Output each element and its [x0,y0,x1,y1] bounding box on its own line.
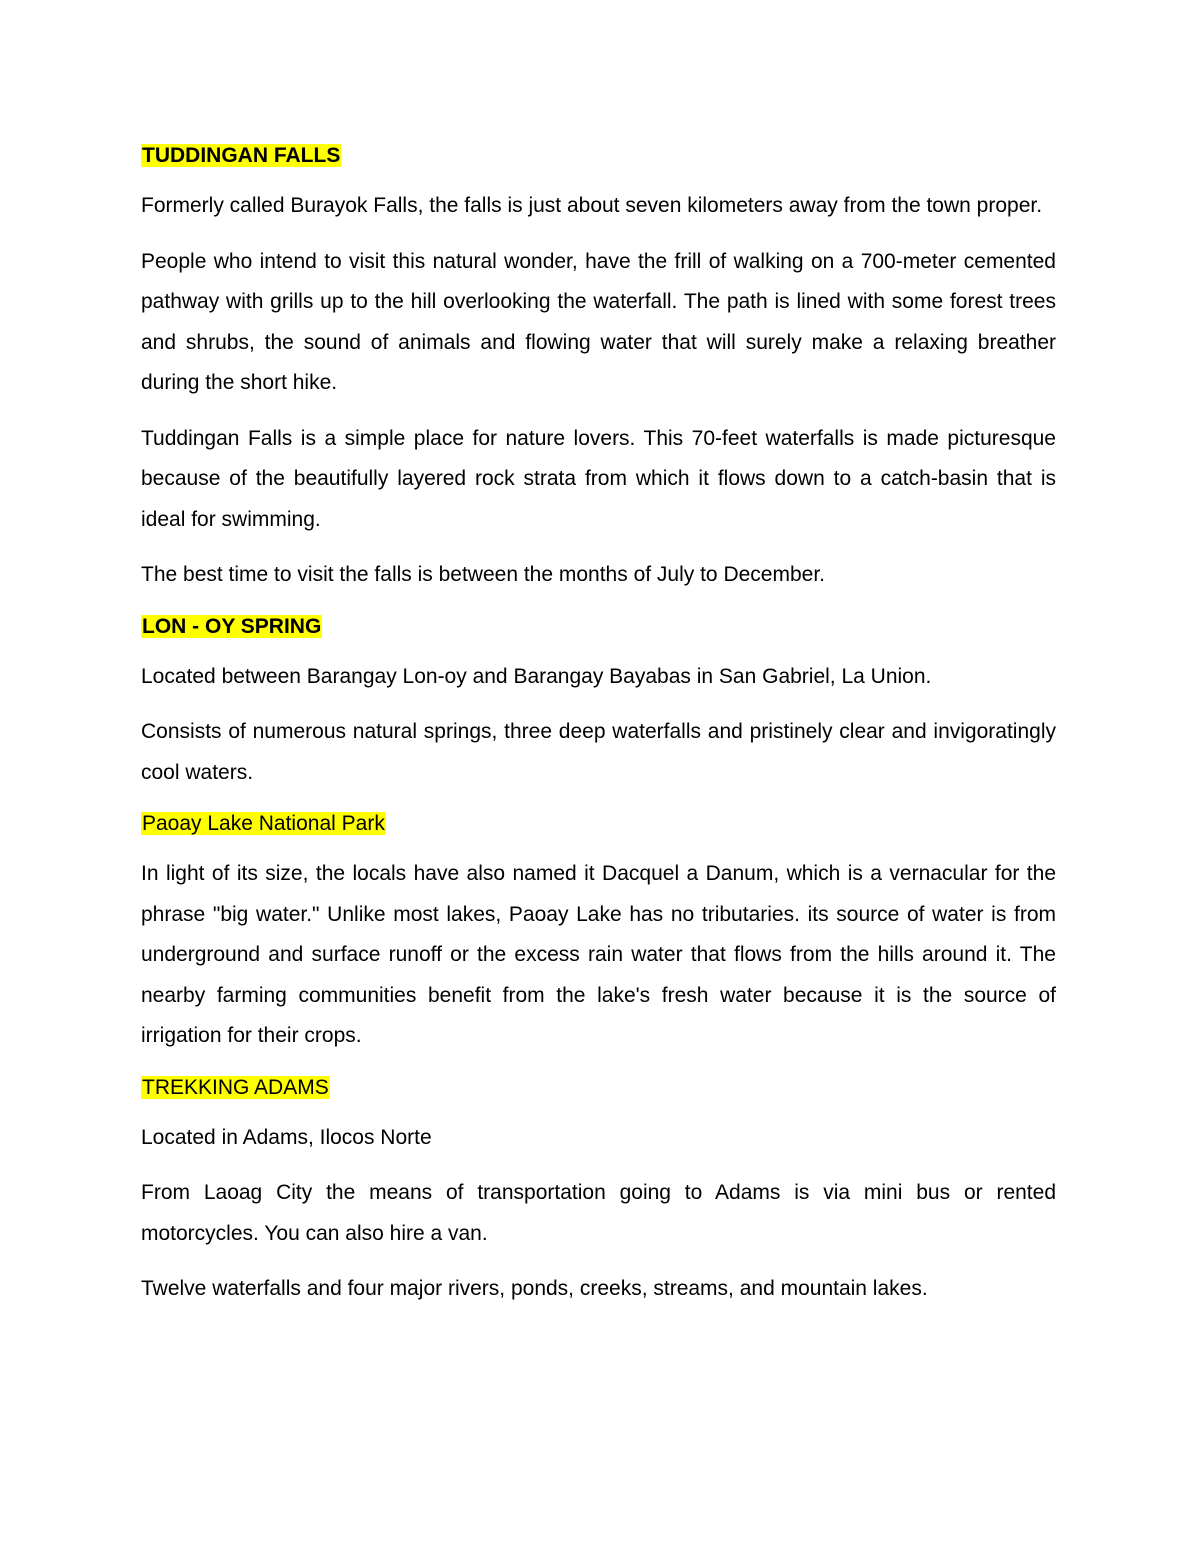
paragraph: Consists of numerous natural springs, three deep waterfalls and pristinely clear and invigoratingly cool waters. [141,720,1056,784]
paragraph: From Laoag City the means of transportation going to Adams is via mini bus or rented motorcycles. You can also hire a van. [141,1181,1056,1245]
paragraph: Tuddingan Falls is a simple place for nature lovers. This 70-feet waterfalls is made picturesque because of the beautifully layered rock strata from which it flows down to a catch-basin that is ideal for swimming. [141,426,1056,531]
section-heading-lon-oy-spring: LON - OY SPRING [142,614,322,638]
section-heading-paoay-lake: Paoay Lake National Park [142,812,385,835]
paragraph: In light of its size, the locals have also named it Dacquel a Danum, which is a vernacular for the phrase "big water." Unlike most lakes, Paoay Lake has no tributaries. its source of water is from underground and surface runoff or the excess rain water that flows from the hills around it. The nearby farming communities benefit from the lake's fresh water because it is the source of irrigation for their crops. [141,862,1056,1047]
paragraph: Twelve waterfalls and four major rivers, ponds, creeks, streams, and mountain lakes. [141,1277,928,1300]
paragraph: Located between Barangay Lon-oy and Barangay Bayabas in San Gabriel, La Union. [141,664,932,688]
document-page [141,140,1056,1325]
paragraph: Formerly called Burayok Falls, the falls is just about seven kilometers away from the town proper. [141,194,1043,217]
paragraph: People who intend to visit this natural wonder, have the frill of walking on a 700-meter cemented pathway with grills up to the hill overlooking the waterfall. The path is lined with some forest trees and shrubs, the sound of animals and flowing water that will surely make a relaxing breather during the short hike. [141,249,1056,394]
paragraph: Located in Adams, Ilocos Norte [141,1125,432,1149]
paragraph: The best time to visit the falls is between the months of July to December. [141,563,825,586]
section-heading-trekking-adams: TREKKING ADAMS [142,1075,329,1099]
section-heading-tuddingan-falls: TUDDINGAN FALLS [142,144,341,167]
